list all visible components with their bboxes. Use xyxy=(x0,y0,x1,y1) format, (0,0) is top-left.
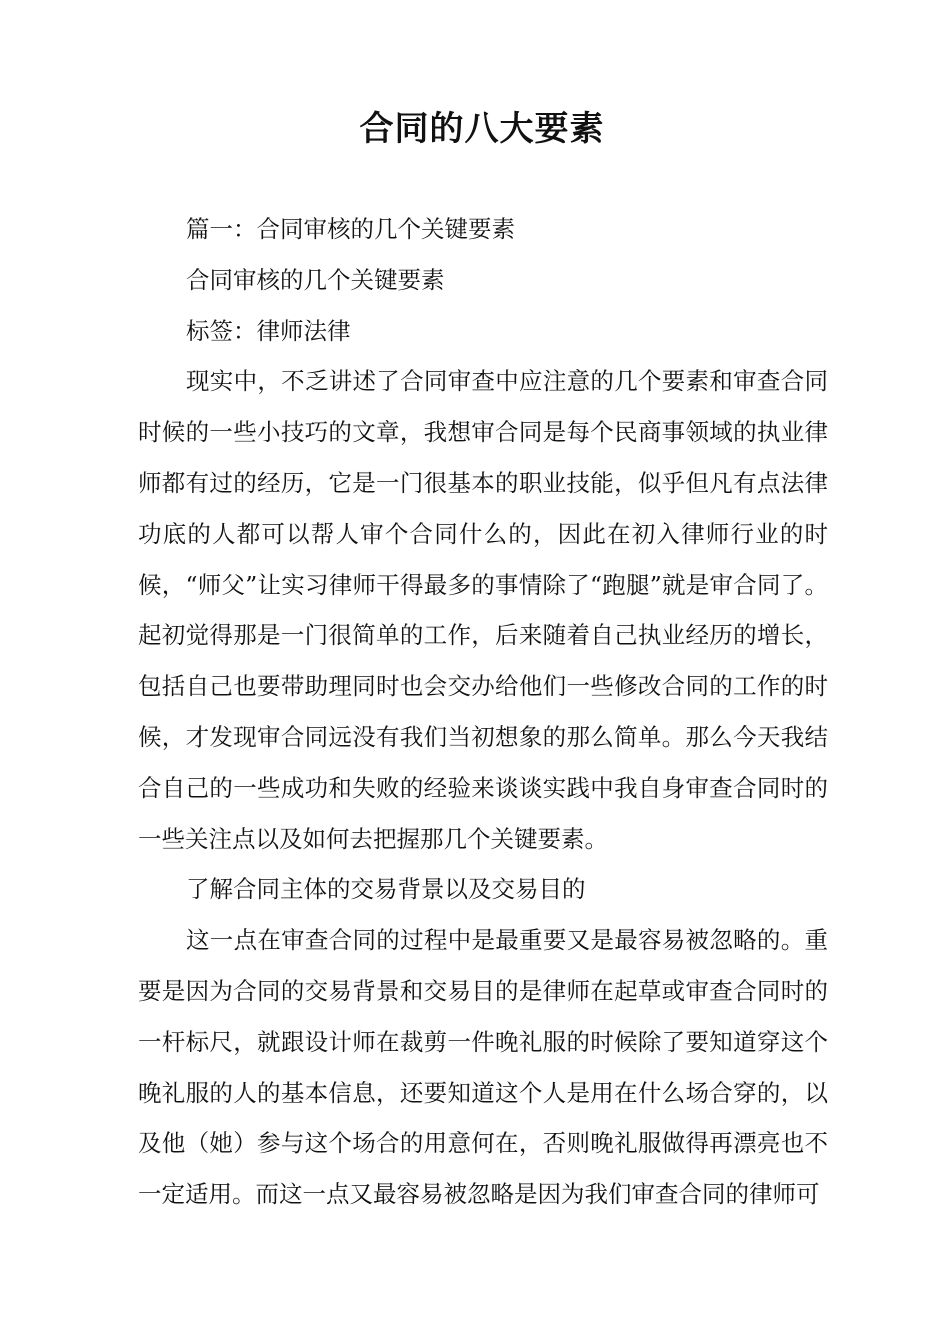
paragraph-subtitle: 合同审核的几个关键要素 xyxy=(186,265,445,294)
paragraph-tags: 标签：律师法律 xyxy=(186,316,351,345)
document-body xyxy=(138,204,828,1220)
paragraph-intro: 现实中，不乏讲述了合同审查中应注意的几个要素和审查合同时候的一些小技巧的文章，我想审合同是每个民商事领域的执业律师都有过的经历，它是一门很基本的职业技能，似乎但凡有点法律功底的人都可以帮人审个合同什么的，因此在初入律师行业的时候，“师父”让实习律师干得最多的事情除了“跑腿”就是审合同了。起初觉得那是一门很简单的工作，后来随着自己执业经历的增长，包括自己也要带助理同时也会交办给他们一些修改合同的工作的时候，才发现审合同远没有我们当初想象的那么简单。那么今天我结合自己的一些成功和失败的经验来谈谈实践中我自身审查合同时的一些关注点以及如何去把握那几个关键要素。 xyxy=(138,367,828,853)
document-title: 合同的八大要素 xyxy=(359,109,605,149)
paragraph-point-body: 这一点在审查合同的过程中是最重要又是最容易被忽略的。重要是因为合同的交易背景和交易目的是律师在起草或审查合同时的一杆标尺，就跟设计师在裁剪一件晚礼服的时候除了要知道穿这个晚礼服的人的基本信息，还要知道这个人是用在什么场合穿的，以及他（她）参与这个场合的用意何在，否则晚礼服做得再漂亮也不一定适用。而这一点又最容易被忽略是因为我们审查合同的律师可 xyxy=(138,926,828,1209)
paragraph-point-heading: 了解合同主体的交易背景以及交易目的 xyxy=(186,875,586,904)
paragraph-section-heading: 篇一：合同审核的几个关键要素 xyxy=(186,215,515,243)
